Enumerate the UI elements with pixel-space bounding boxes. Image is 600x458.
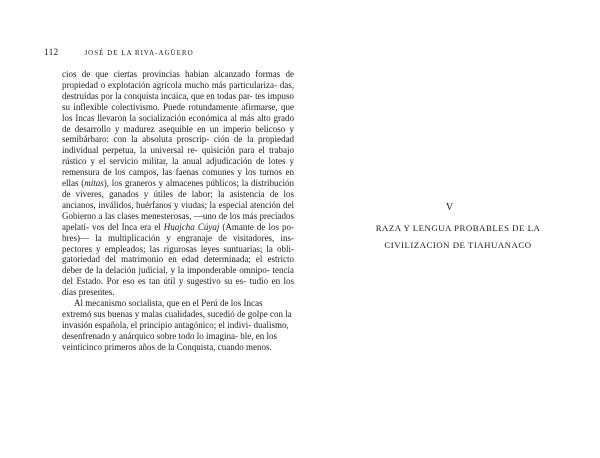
text-line: con la invasión española, el principio antagónico; el indivi- (62, 308, 292, 330)
text-line: das, destruídas por la conquista incaica, que en todas par- (62, 79, 294, 101)
text-line: pectores y empleados; las rigurosas leyes suntuarias; la obli- (62, 243, 294, 254)
text-line: menos. (245, 341, 272, 352)
text-line: deber de la delación judicial, y la imponderable omnipo- (62, 265, 270, 276)
text-line: dualismo, desenfrenado y anárquico sobre todo lo imagina- (62, 319, 289, 341)
running-head-author: JOSÉ DE LA RIVA-AGÜERO (84, 49, 194, 57)
chapter-title-line: RAZA Y LENGUA PROBABLES DE LA (375, 223, 541, 233)
text-line: Al mecanismo socialista, que en el Perú de los Incas (74, 298, 263, 309)
text-line: quisición para el trabajo rústico y el servicio militar, la (62, 145, 295, 167)
text-line: clases menesterosas, —uno de los más preciados apelati- (62, 210, 295, 232)
right-page (300, 0, 600, 458)
text-line: bres)— la multiplicación y engranaje de visitadores, ins- (62, 232, 294, 243)
paragraph-1 (62, 69, 294, 298)
text-line: útiles de labor; la asistencia de los ancianos, inválidos, (62, 188, 294, 210)
text-line: anual adjudicación de lotes y remensura de los campos, las (62, 156, 294, 178)
text-line: vos del Inca era el Huajcha Cúyaj (Amante de los po- (92, 221, 295, 232)
page-number: 112 (44, 48, 59, 58)
text-line: tes impuso su inflexible colectivismo. Puede rotundamente (62, 90, 294, 112)
text-line: huérfanos y viudas; la especial atención del Gobierno a las (62, 199, 294, 221)
paragraph-2 (62, 298, 294, 353)
text-line: cios de que ciertas provincias habían alcanzado formas de (62, 69, 294, 79)
text-line: faenas comunes y los turnos en ellas (mitas), los graneros (62, 167, 294, 189)
text-line: tudio en los días presentes. (62, 276, 295, 298)
text-line: y almacenes públicos; la distribución de víveres, ganados y (62, 178, 294, 199)
text-line: afirmarse, que los Incas llevaron la socialización económica (62, 101, 294, 123)
text-line: ción de la propiedad individual perpetua, la universal re- (62, 134, 294, 156)
chapter-number: V (445, 202, 455, 213)
text-line: propiedad o explotación agrícola mucho más particulariza- (62, 79, 277, 90)
text-line: imperio belicoso y semibárbaro: con la absoluta proscrip- (62, 123, 294, 145)
body-text (62, 69, 294, 353)
text-line: extremó sus buenas y malas cualidades, sucedió de golpe (62, 308, 270, 319)
running-head (44, 47, 194, 58)
text-line: tencia del Estado. Por eso es tan útil y sugestivo su es- (62, 265, 294, 287)
chapter-title (358, 220, 558, 254)
text-line: gatoriedad del matrimonio en edad determinada; el estricto (62, 254, 294, 265)
chapter-title-line: CIVILIZACION DE TIAHUANACO (384, 240, 532, 250)
text-line: al más alto grado de desarrollo y madurez asequible en un (62, 112, 294, 134)
text-line: ble, en los veinticinco primeros años de la Conquista, cuando (62, 330, 277, 352)
